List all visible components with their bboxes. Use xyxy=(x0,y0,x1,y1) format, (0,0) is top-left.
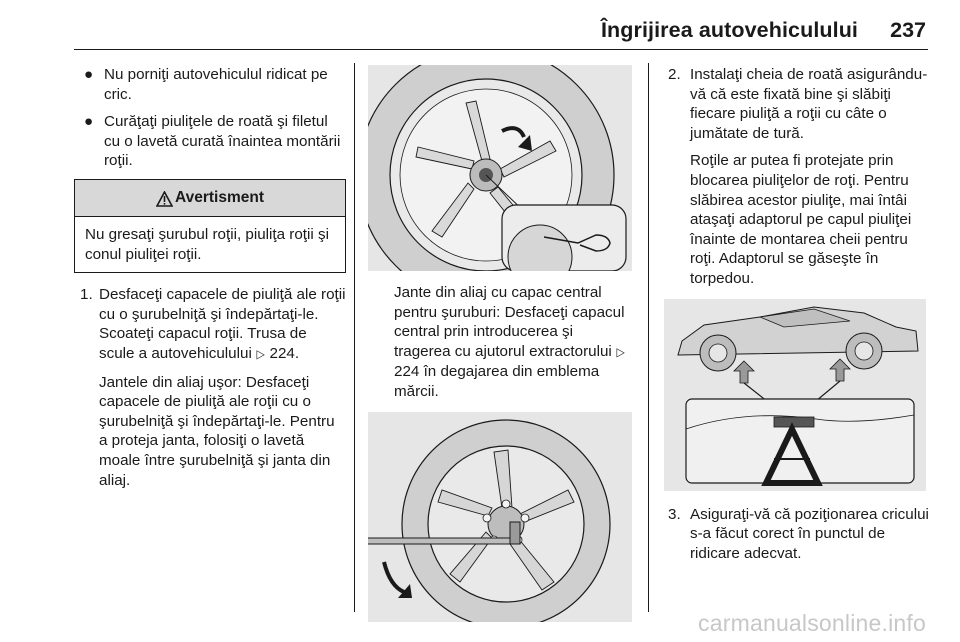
page-title: Îngrijirea autovehiculului xyxy=(600,18,858,42)
warning-text: Nu gresaţi şurubul roţii, piuliţa roţii şi conul piuliţei roţii. xyxy=(85,225,329,263)
step-text: Asiguraţi-vă că poziţionarea cricului s-a făcut corect în punctul de ridicare adecvat. xyxy=(690,505,929,562)
step-note: Roţile ar putea fi protejate prin blocarea piuliţelor de roţi. Pentru slăbirea acestor piuliţe, mai întâi ataşaţi adaptorul pe capul piuliţei înainte de montarea cheii pentru roţi. Adaptorul se găseşte în torpedou. xyxy=(690,152,912,287)
column-2 xyxy=(368,65,632,622)
bullet-icon: ● xyxy=(84,66,94,83)
wheel-wrench-illustration xyxy=(368,412,632,622)
page-reference-arrow-icon: ▷ xyxy=(616,344,625,359)
page-number: 237 xyxy=(890,18,926,42)
column-divider-right xyxy=(648,63,649,612)
car-jack-illustration xyxy=(664,299,926,491)
header-divider xyxy=(74,49,928,50)
bullet-text: Nu porniţi autovehiculul ridicat pe cric. xyxy=(104,66,328,103)
step-number: 3. xyxy=(668,505,681,523)
warning-title: Avertisment xyxy=(174,189,264,207)
column-divider-left xyxy=(354,63,355,612)
step-text-alloy: Jantele din aliaj uşor: Desfaceţi capacele de piuliţă ale roţii cu o şurubelniţă şi îndepărtaţi-le. Pentru a proteja janta, folosiţi o lavetă moale între şurubelniţă şi janta din aliaj. xyxy=(99,373,335,489)
bullet-item xyxy=(74,65,346,104)
wheel-center-cap-illustration xyxy=(368,65,632,271)
figure-caption: Jante din aliaj cu capac central pentru şuruburi: Desfaceţi capacul central prin introducerea şi tragerea cu ajutorul extractorului ▷ 224 în degajarea din emblema mărcii. xyxy=(394,284,625,400)
page-reference[interactable]: 224. xyxy=(269,344,300,362)
bullet-icon: ● xyxy=(84,113,94,131)
warning-header xyxy=(75,180,345,217)
watermark: carmanualsonline.info xyxy=(698,610,926,637)
bullet-text: Curăţaţi piuliţele de roată şi filetul cu o lavetă curată înaintea montării roţii. xyxy=(104,113,341,170)
step-text: Desfaceţi capacele de piuliţă ale roţii cu o şurubelniţă şi îndepărtaţi-le. Scoateţi capacul roţii. Trusa de scule a autovehiculului ▷ 224. xyxy=(99,285,346,364)
warning-triangle-icon xyxy=(156,191,173,207)
bullet-item xyxy=(74,112,346,171)
column-3 xyxy=(664,65,930,563)
step-2 xyxy=(664,65,930,289)
step-number: 2. xyxy=(668,66,681,83)
page-reference[interactable]: 224 xyxy=(394,363,420,381)
step-number: 1. xyxy=(80,286,93,304)
column-1 xyxy=(74,65,346,490)
step-3 xyxy=(664,505,930,564)
warning-box xyxy=(74,179,346,273)
step-1 xyxy=(74,285,346,490)
step-text: Instalaţi cheia de roată asigurându-vă că este fixată bine şi slăbiţi fiecare piuliţă a roţii cu câte o jumătate de tură. xyxy=(690,66,928,142)
page-reference-arrow-icon: ▷ xyxy=(256,346,265,361)
